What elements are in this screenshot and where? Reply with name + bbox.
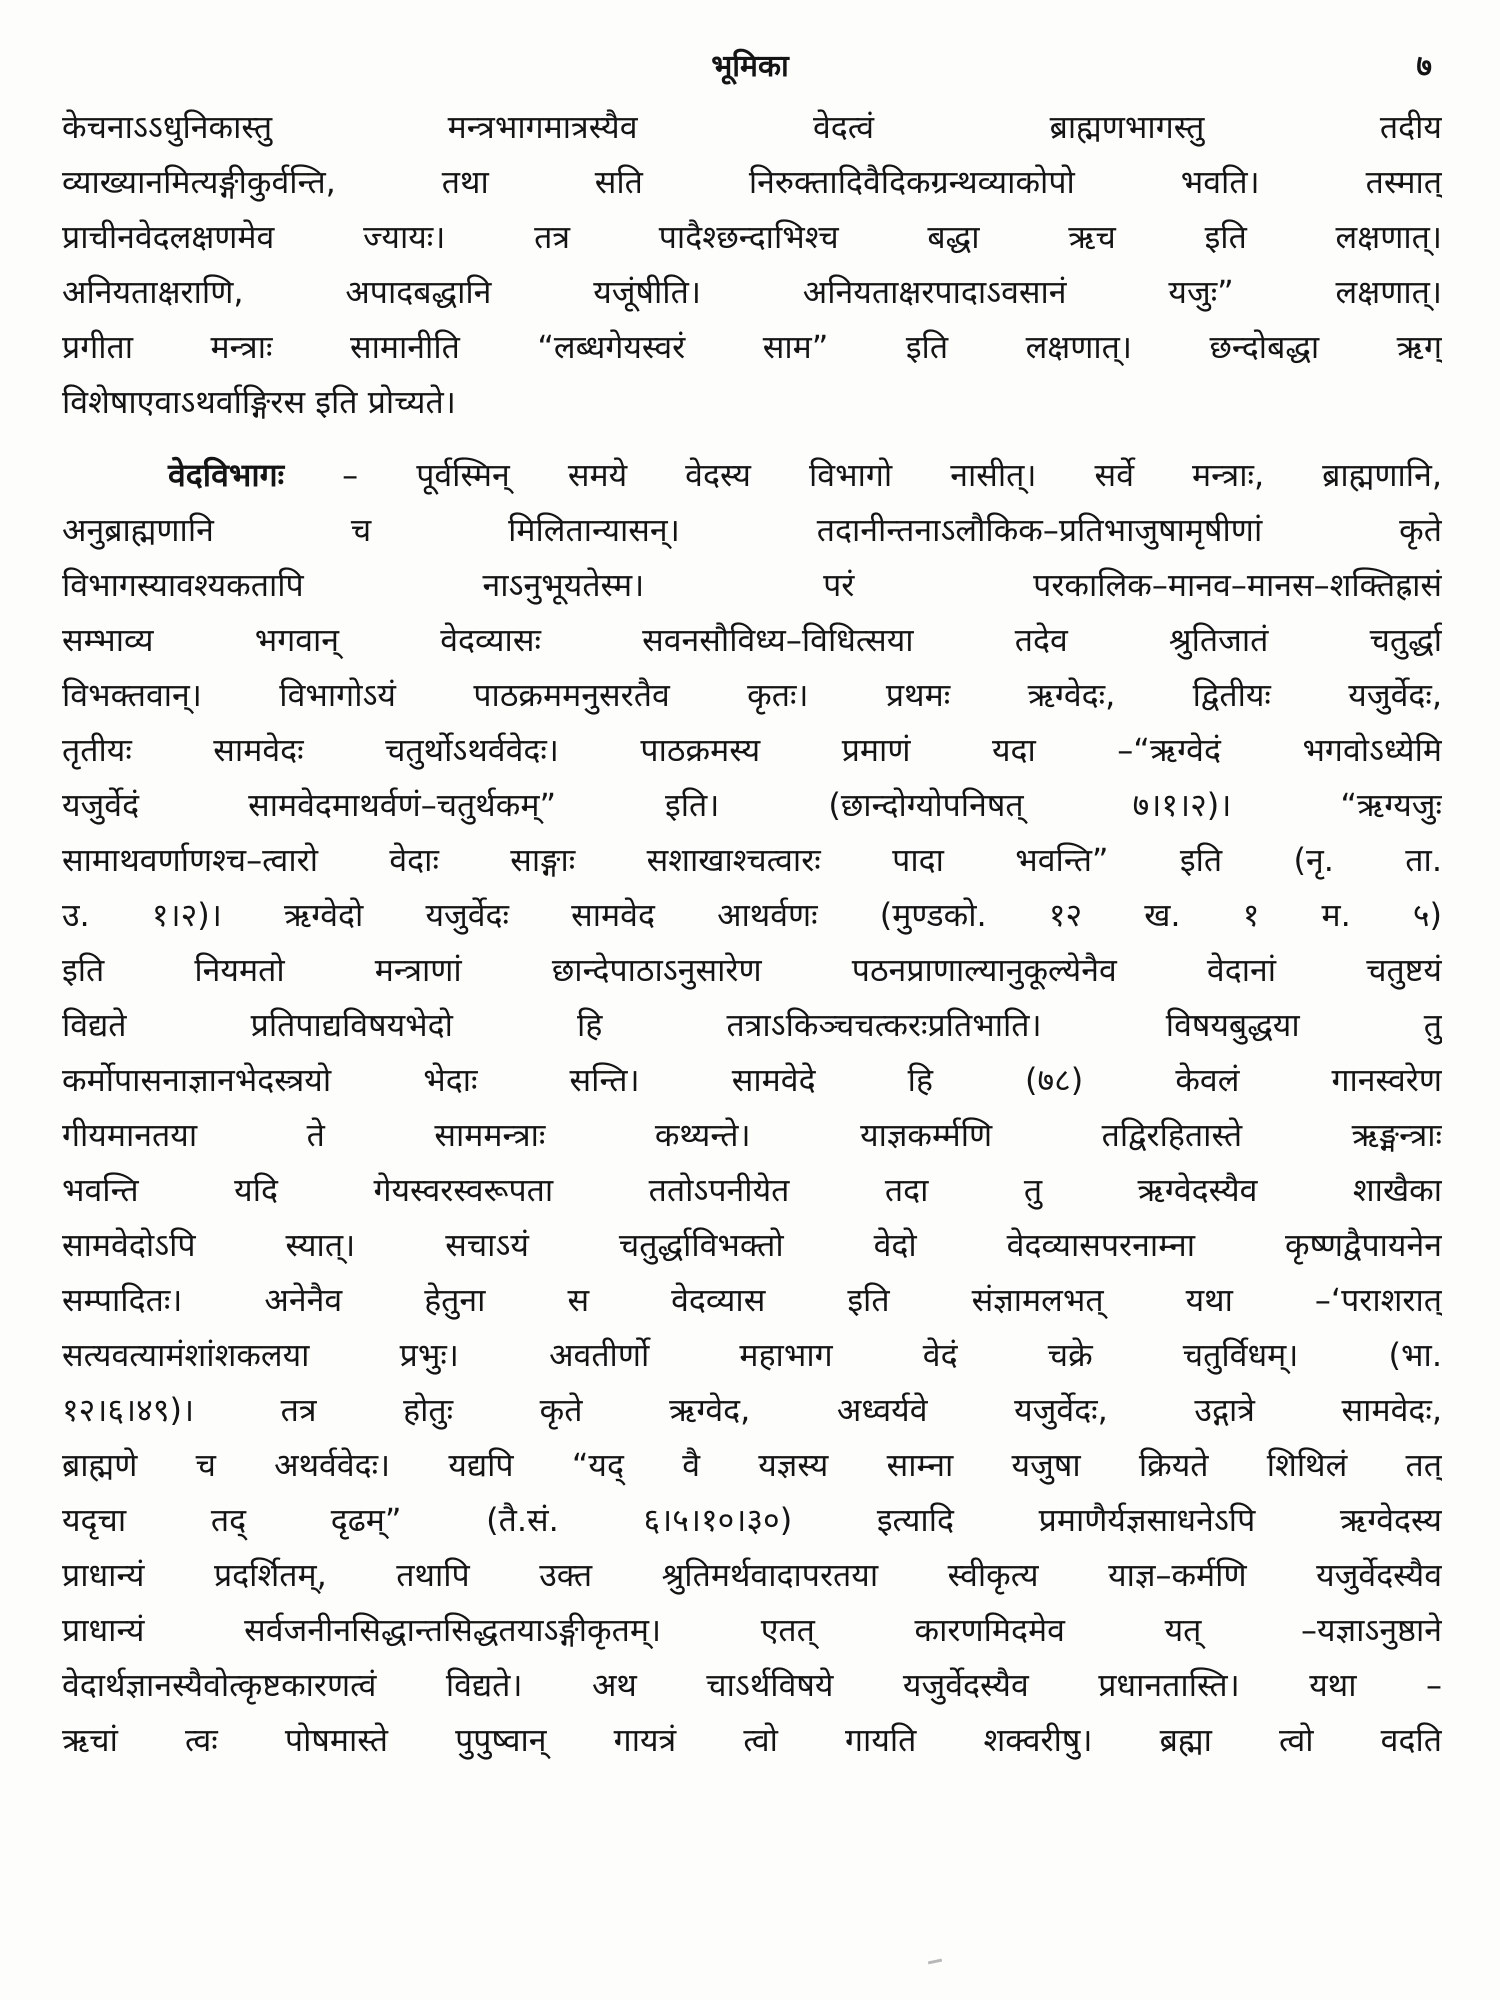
paragraph-veda-vibhaga [62, 448, 1442, 1768]
text-line: ऋचां त्वः पोषमास्ते पुपुष्वान् गायत्रं त्वो गायति शक्वरीषु। ब्रह्मा त्वो वदति [62, 1721, 1442, 1759]
section-heading: वेदविभागः [168, 456, 285, 494]
text-line: कर्मोपासनाज्ञानभेदस्त्रयो भेदाः सन्ति। सामवेदे हि (७८) केवलं गानस्वरेण [62, 1061, 1442, 1099]
paragraph-gap [62, 430, 1442, 448]
text-line: सामाथवर्णाणश्च–त्वारो वेदाः साङ्गाः सशाखाश्चत्वारः पादा भवन्ति” इति (नृ. ता. [62, 841, 1442, 879]
text-line: प्रगीता मन्त्राः सामानीति “लब्धगेयस्वरं साम” इति लक्षणात्। छन्दोबद्धा ऋग् [62, 328, 1442, 366]
text-line: भवन्ति यदि गेयस्वरस्वरूपता ततोऽपनीयेत तदा तु ऋग्वेदस्यैव शाखैका [62, 1171, 1442, 1209]
text-line: केचनाऽऽधुनिकास्तु मन्त्रभागमात्रस्यैव वेदत्वं ब्राह्मणभागस्तु तदीय [62, 108, 1442, 146]
heading-line-rest: – पूर्वस्मिन् समये वेदस्य विभागो नासीत्। सर्वे मन्त्राः, ब्राह्मणानि, [284, 456, 1442, 494]
scan-speck [928, 1959, 942, 1965]
running-head [62, 42, 1438, 92]
text-line: प्राधान्यं प्रदर्शितम्, तथापि उक्त श्रुतिमर्थवादापरतया स्वीकृत्य याज्ञ–कर्मणि यजुर्वेदस्यैव [62, 1556, 1442, 1594]
text-line: यदृचा तद् दृढम्” (तै.सं. ६।५।१०।३०) इत्यादि प्रमाणैर्यज्ञसाधनेऽपि ऋग्वेदस्य [62, 1501, 1442, 1539]
text-line: सामवेदोऽपि स्यात्। सचाऽयं चतुर्द्धाविभक्तो वेदो वेदव्यासपरनाम्ना कृष्णद्वैपायनेन [62, 1226, 1442, 1264]
text-line: प्राधान्यं सर्वजनीनसिद्धान्तसिद्धतयाऽङ्गीकृतम्। एतत् कारणमिदमेव यत् –यज्ञाऽनुष्ठाने [62, 1611, 1442, 1649]
text-line: अनुब्राह्मणानि च मिलितान्यासन्। तदानीन्तनाऽलौकिक–प्रतिभाजुषामृषीणां कृते [62, 511, 1442, 549]
text-line: विभागस्यावश्यकतापि नाऽनुभूयतेस्म। परं परकालिक–मानव–मानस–शक्तिह्रासं [62, 566, 1442, 604]
text-line-first [62, 448, 1442, 503]
text-line: उ. १।२)। ऋग्वेदो यजुर्वेदः सामवेद आथर्वणः (मुण्डको. १२ ख. १ म. ५) [62, 896, 1442, 934]
text-line: इति नियमतो मन्त्राणां छान्देपाठाऽनुसारेण पठनप्राणाल्यानुकूल्येनैव वेदानां चतुष्टयं [62, 951, 1442, 989]
text-line: सम्पादितः। अनेनैव हेतुना स वेदव्यास इति संज्ञामलभत् यथा –‘पराशरात् [62, 1281, 1442, 1319]
text-line: वेदार्थज्ञानस्यैवोत्कृष्टकारणत्वं विद्यते। अथ चाऽर्थविषये यजुर्वेदस्यैव प्रधानतास्ति। यथा – [62, 1666, 1442, 1704]
text-line: व्याख्यानमित्यङ्गीकुर्वन्ति, तथा सति निरुक्तादिवैदिकग्रन्थव्याकोपो भवति। तस्मात् [62, 163, 1442, 201]
text-line: गीयमानतया ते साममन्त्राः कथ्यन्ते। याज्ञकर्म्मणि तद्विरहितास्ते ऋङ्मन्त्राः [62, 1116, 1442, 1154]
text-line: सत्यवत्यामंशांशकलया प्रभुः। अवतीर्णो महाभाग वेदं चक्रे चतुर्विधम्। (भा. [62, 1336, 1442, 1374]
text-line: यजुर्वेदं सामवेदमाथर्वणं–चतुर्थकम्” इति। (छान्दोग्योपनिषत् ७।१।२)। “ऋग्यजुः [62, 786, 1442, 824]
text-line: तृतीयः सामवेदः चतुर्थोऽथर्ववेदः। पाठक्रमस्य प्रमाणं यदा –“ऋग्वेदं भगवोऽध्येमि [62, 731, 1442, 769]
text-line-last: विशेषाएवाऽथर्वाङ्गिरस इति प्रोच्यते। [62, 383, 456, 421]
paragraph-intro [62, 100, 1442, 430]
text-line: सम्भाव्य भगवान् वेदव्यासः सवनसौविध्य–विधित्सया तदेव श्रुतिजातं चतुर्द्धा [62, 621, 1442, 659]
page-title: भूमिका [711, 49, 789, 84]
text-line: विद्यते प्रतिपाद्यविषयभेदो हि तत्राऽकिञ्चचत्करःप्रतिभाति। विषयबुद्धया तु [62, 1006, 1442, 1044]
page-number: ७ [1416, 49, 1432, 84]
body-text [62, 100, 1442, 1768]
text-line: अनियताक्षराणि, अपादबद्धानि यजूंषीति। अनियताक्षरपादाऽवसानं यजुः” लक्षणात्। [62, 273, 1442, 311]
text-line: विभक्तवान्। विभागोऽयं पाठक्रममनुसरतैव कृतः। प्रथमः ऋग्वेदः, द्वितीयः यजुर्वेदः, [62, 676, 1442, 714]
text-line: प्राचीनवेदलक्षणमेव ज्यायः। तत्र पादैश्छन्दाभिश्च बद्धा ऋच इति लक्षणात्। [62, 218, 1442, 256]
text-line: ब्राह्मणे च अथर्ववेदः। यद्यपि “यद् वै यज्ञस्य साम्ना यजुषा क्रियते शिथिलं तत् [62, 1446, 1442, 1484]
text-line: १२।६।४९)। तत्र होतुः कृते ऋग्वेद, अध्वर्यवे यजुर्वेदः, उद्गात्रे सामवेदः, [62, 1391, 1442, 1429]
